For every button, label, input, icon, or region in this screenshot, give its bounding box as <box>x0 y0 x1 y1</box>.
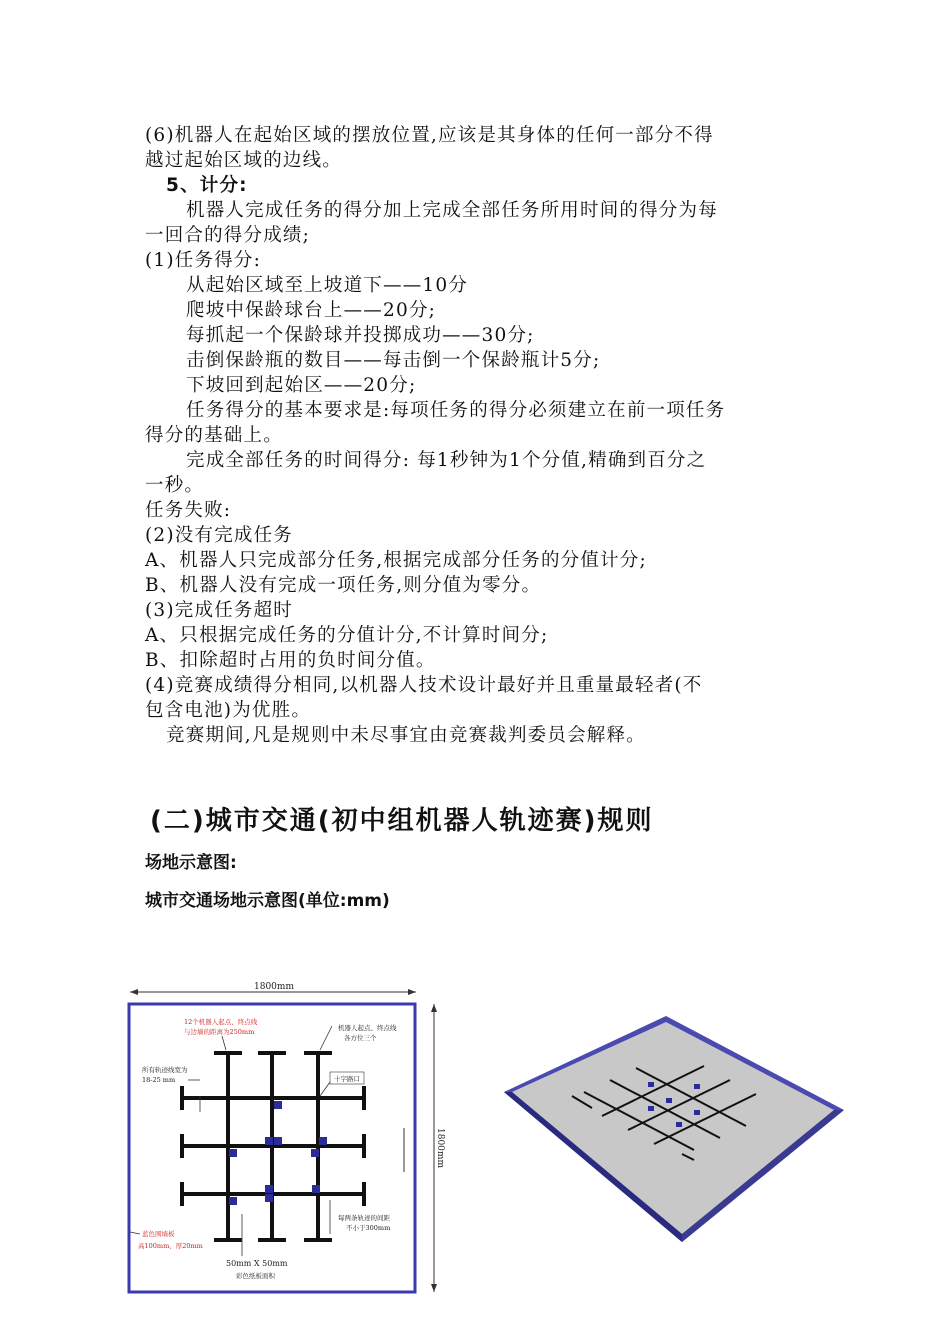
note-spacing-1: 每两条轨迹的间距 <box>338 1214 390 1222</box>
width-label: 1800mm <box>254 982 294 992</box>
paragraph-line: 任务得分的基本要求是:每项任务的得分必须建立在前一项任务 <box>186 400 726 421</box>
paragraph-line: 包含电池)为优胜。 <box>145 700 312 721</box>
square-label: 彩色纸板面积 <box>236 1272 275 1280</box>
note-start-points-1: 机器人起点、终点线 <box>338 1024 397 1032</box>
paragraph-line: (4)竞赛成绩得分相同,以机器人技术设计最好并且重量最轻者(不 <box>145 675 703 696</box>
paragraph-line: 爬坡中保龄球台上——20分; <box>186 300 437 321</box>
note-wall-2: 高100mm、厚20mm <box>138 1242 203 1250</box>
paragraph-line: (2)没有完成任务 <box>145 525 294 546</box>
field-3d-view <box>498 1010 850 1260</box>
note-start-distance-1: 12个机器人起点、终点线 <box>184 1018 258 1026</box>
paragraph-line: (3)完成任务超时 <box>145 600 294 621</box>
paragraph-line: A、只根据完成任务的分值计分,不计算时间分; <box>145 625 549 646</box>
site-caption: 城市交通场地示意图(单位:mm) <box>145 891 390 911</box>
square-size: 50mm X 50mm <box>226 1259 288 1268</box>
note-line-width-2: 18-25 mm <box>142 1076 176 1084</box>
paragraph-line: (6)机器人在起始区域的摆放位置,应该是其身体的任何一部分不得 <box>145 125 714 146</box>
paragraph-line: 越过起始区域的边线。 <box>145 150 343 171</box>
note-cross: 十字路口 <box>334 1075 360 1083</box>
note-start-points-2: 各方位三个 <box>344 1034 377 1042</box>
site-label: 场地示意图: <box>145 853 237 873</box>
paragraph-line: 下坡回到起始区——20分; <box>186 375 417 396</box>
note-wall-1: 蓝色围墙板 <box>142 1230 175 1238</box>
paragraph-line: A、机器人只完成部分任务,根据完成部分任务的分值计分; <box>145 550 647 571</box>
paragraph-line: (1)任务得分: <box>145 250 262 271</box>
height-label: 1800mm <box>435 1128 445 1168</box>
paragraph-line: 从起始区域至上坡道下——10分 <box>186 275 469 296</box>
note-line-width-1: 所有轨迹线宽为 <box>142 1066 188 1074</box>
paragraph-line: 一秒。 <box>145 475 205 496</box>
section-heading-scoring: 5、计分: <box>166 175 248 196</box>
section-title: (二)城市交通(初中组机器人轨迹赛)规则 <box>150 806 654 836</box>
paragraph-line: 完成全部任务的时间得分: 每1秒钟为1个分值,精确到百分之 <box>186 450 707 471</box>
paragraph-line: 每抓起一个保龄球并投掷成功——30分; <box>186 325 535 346</box>
paragraph-line: 竞赛期间,凡是规则中未尽事宜由竞赛裁判委员会解释。 <box>166 725 646 746</box>
paragraph-line: B、扣除超时占用的负时间分值。 <box>145 650 436 671</box>
paragraph-line: B、机器人没有完成一项任务,则分值为零分。 <box>145 575 542 596</box>
paragraph-line: 机器人完成任务的得分加上完成全部任务所用时间的得分为每 <box>186 200 718 221</box>
note-spacing-2: 不小于300mm <box>346 1224 391 1232</box>
field-plan-diagram <box>118 978 458 1298</box>
paragraph-line: 击倒保龄瓶的数目——每击倒一个保龄瓶计5分; <box>186 350 601 371</box>
note-start-distance-2: 与边墙的距离为250mm <box>184 1028 255 1036</box>
paragraph-line: 得分的基础上。 <box>145 425 283 446</box>
paragraph-line: 任务失败: <box>145 500 232 521</box>
paragraph-line: 一回合的得分成绩; <box>145 225 311 246</box>
